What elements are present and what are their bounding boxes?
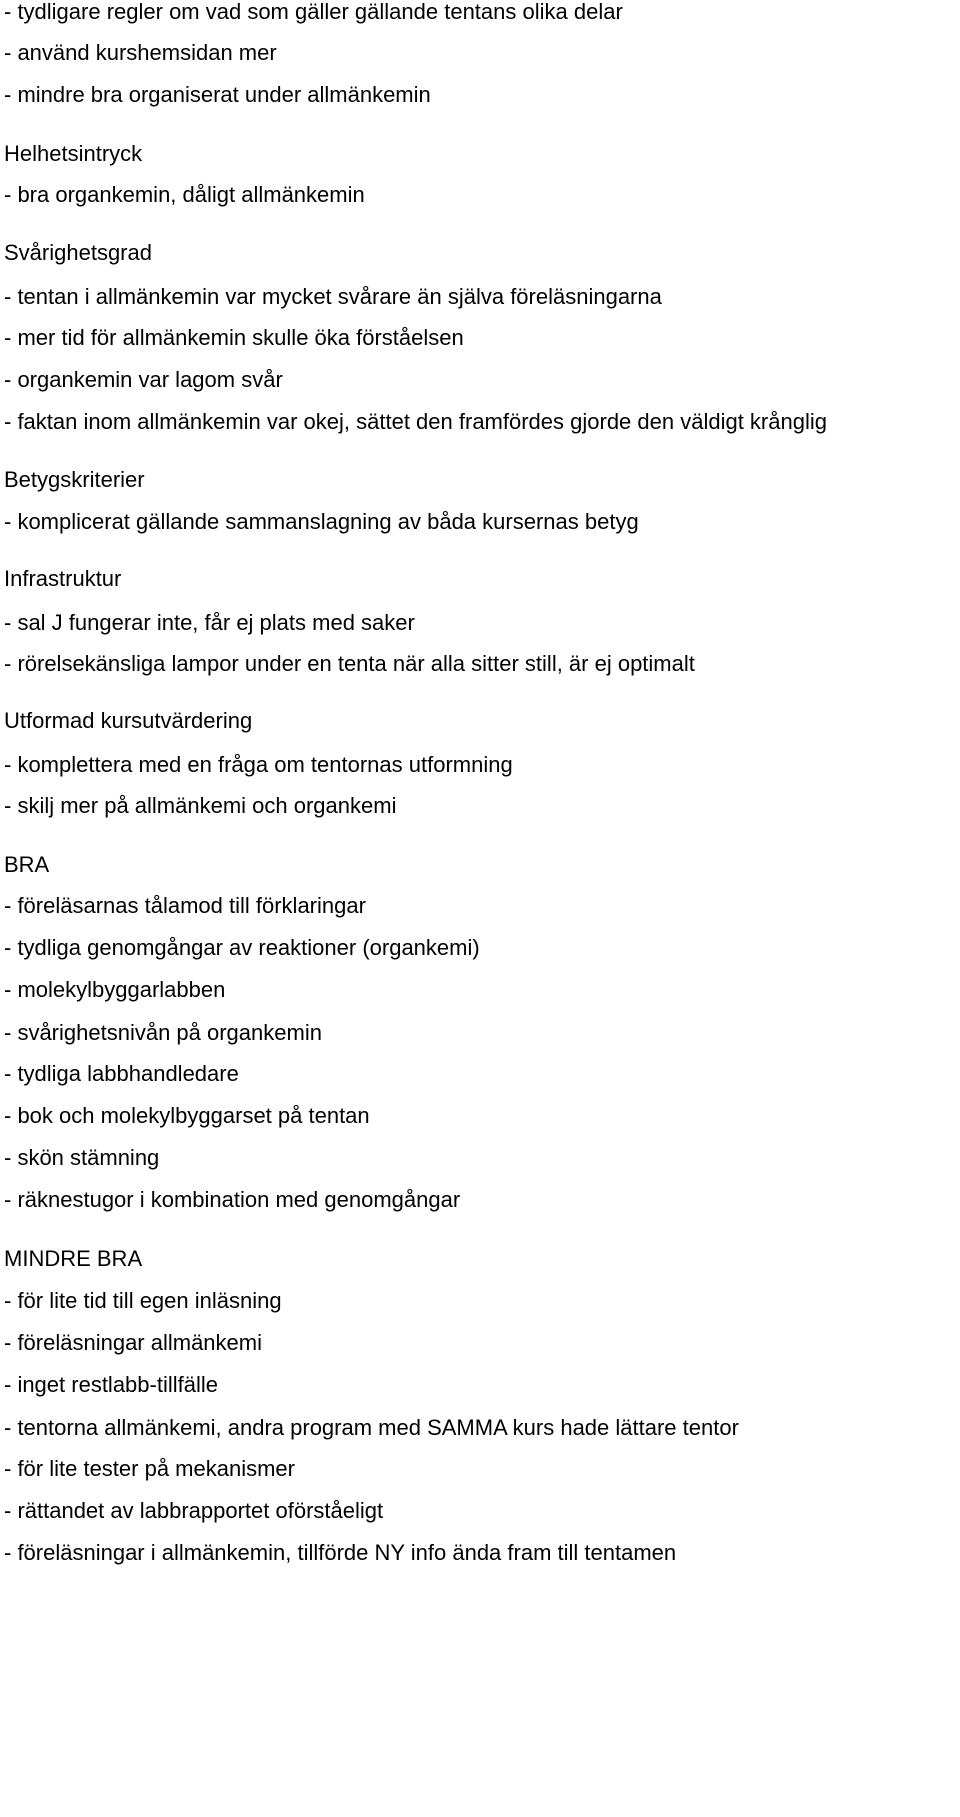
text-line-15: - rörelsekänsliga lampor under en tenta när alla sitter still, är ej optimalt — [4, 651, 695, 676]
section-heading-mindre-bra: MINDRE BRA — [4, 1246, 143, 1271]
text-line-21: - tydliga genomgångar av reaktioner (organkemi) — [4, 935, 480, 960]
text-line-09: - organkemin var lagom svår — [4, 367, 283, 392]
text-line-17: - komplettera med en fråga om tentornas utformning — [4, 752, 513, 777]
text-line-14: - sal J fungerar inte, får ej plats med saker — [4, 610, 415, 635]
text-line-12: - komplicerat gällande sammanslagning av båda kursernas betyg — [4, 509, 639, 534]
text-line-03: - mindre bra organiserat under allmänkemin — [4, 82, 431, 107]
text-line-02: - använd kurshemsidan mer — [4, 40, 277, 65]
text-line-22: - molekylbyggarlabben — [4, 977, 226, 1002]
text-line-32: - tentorna allmänkemi, andra program med SAMMA kurs hade lättare tentor — [4, 1415, 739, 1440]
section-heading-infrastruktur: Infrastruktur — [4, 566, 122, 591]
section-heading-utformad-kursutvardering: Utformad kursutvärdering — [4, 708, 253, 733]
text-line-18: - skilj mer på allmänkemi och organkemi — [4, 793, 397, 818]
text-line-25: - bok och molekylbyggarset på tentan — [4, 1103, 370, 1128]
text-line-26: - skön stämning — [4, 1145, 160, 1170]
section-heading-betygskriterier: Betygskriterier — [4, 467, 145, 492]
text-line-23: - svårighetsnivån på organkemin — [4, 1020, 322, 1045]
text-line-10: - faktan inom allmänkemin var okej, sättet den framfördes gjorde den väldigt krånglig — [4, 409, 827, 434]
text-line-01: - tydligare regler om vad som gäller gällande tentans olika delar — [4, 0, 623, 24]
text-line-33: - för lite tester på mekanismer — [4, 1456, 295, 1481]
section-heading-bra: BRA — [4, 852, 50, 877]
text-line-24: - tydliga labbhandledare — [4, 1061, 239, 1086]
section-heading-helhetsintryck: Helhetsintryck — [4, 141, 143, 166]
text-line-35: - föreläsningar i allmänkemin, tillförde NY info ända fram till tentamen — [4, 1540, 677, 1565]
text-line-31: - inget restlabb-tillfälle — [4, 1372, 218, 1397]
text-line-08: - mer tid för allmänkemin skulle öka förståelsen — [4, 325, 464, 350]
text-line-29: - för lite tid till egen inläsning — [4, 1288, 282, 1313]
section-heading-svarighetsgrad: Svårighetsgrad — [4, 240, 152, 265]
text-line-20: - föreläsarnas tålamod till förklaringar — [4, 893, 366, 918]
text-line-05: - bra organkemin, dåligt allmänkemin — [4, 182, 365, 207]
text-line-07: - tentan i allmänkemin var mycket svårare än själva föreläsningarna — [4, 284, 662, 309]
text-line-27: - räknestugor i kombination med genomgångar — [4, 1187, 461, 1212]
text-line-30: - föreläsningar allmänkemi — [4, 1330, 262, 1355]
text-line-34: - rättandet av labbrapportet oförståeligt — [4, 1498, 384, 1523]
